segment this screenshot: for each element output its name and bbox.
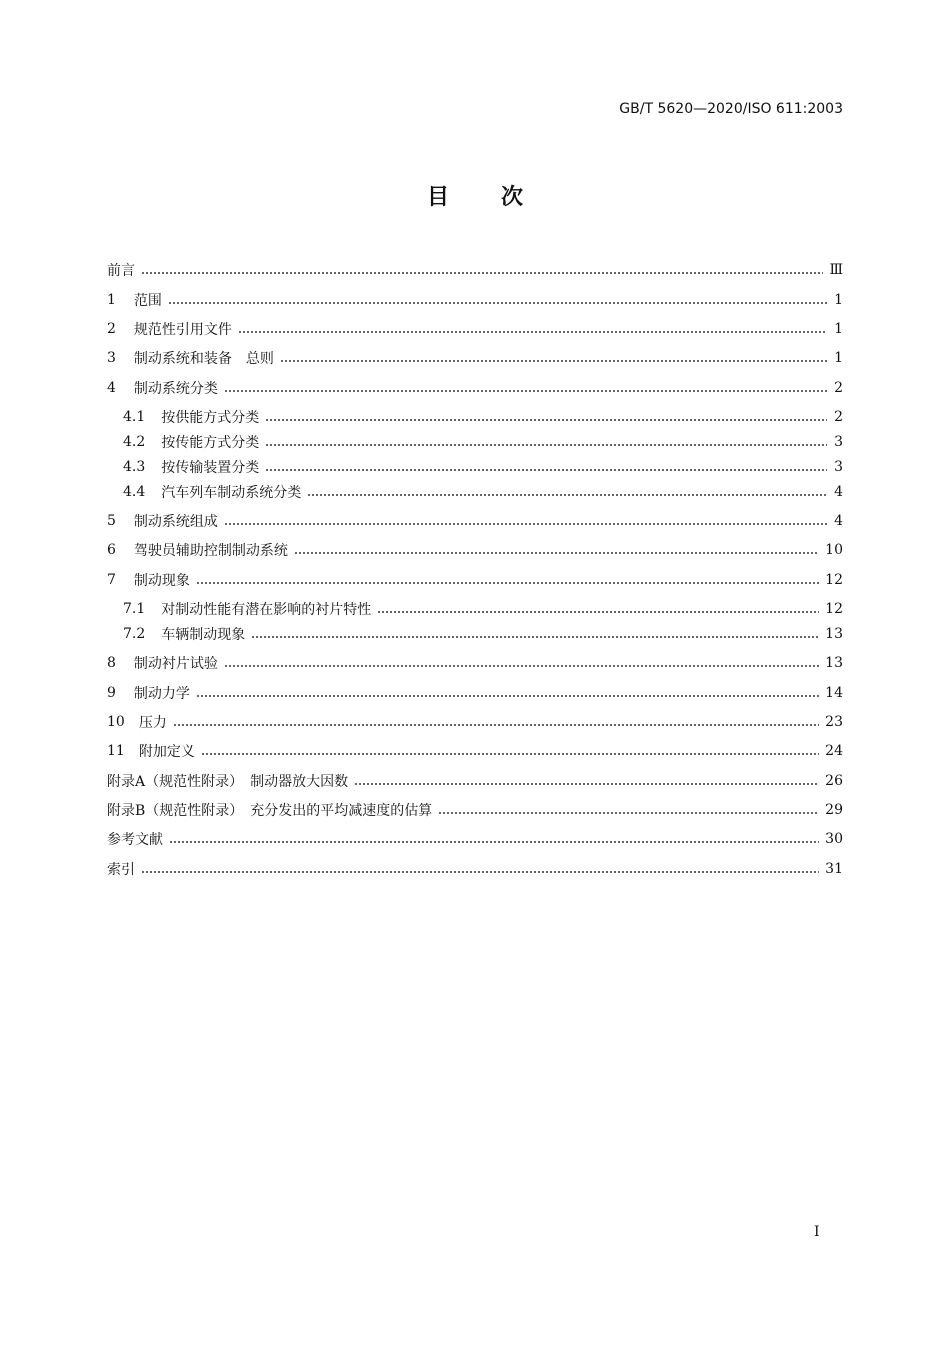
toc-entry-label: 按传输装置分类 [161,460,260,476]
toc-leader-dots [224,509,827,533]
toc-entry-page: 4 [834,513,843,529]
toc-entry-page: 4 [834,484,843,500]
toc-entry-page: 13 [825,626,843,642]
toc-entry[interactable] [107,710,843,734]
toc-entry-page: 26 [825,773,843,789]
toc-leader-dots [141,857,819,881]
toc-entry[interactable] [107,346,843,370]
toc-entry-label: 制动系统和装备 总则 [133,351,274,367]
toc-entry-label: 参考文献 [107,832,163,848]
toc-entry-number: 1 [107,292,116,308]
toc-entry-label: 驾驶员辅助控制制动系统 [133,543,288,559]
toc-entry-label: 制动力学 [133,686,190,702]
title-part-1: 目 [426,185,449,210]
toc-entry-label: 制动系统组成 [133,514,218,530]
toc-entry-number: 10 [107,714,125,730]
toc-entry-number: 4.2 [123,434,146,450]
toc-leader-dots [280,346,827,370]
toc-entry-page: 14 [825,685,843,701]
toc-leader-dots [438,798,819,822]
toc-entry[interactable] [123,597,843,621]
toc-entry[interactable] [123,622,843,646]
toc-entry[interactable] [107,509,843,533]
toc-entry-page: 30 [825,831,843,847]
toc-entry-page: 13 [825,655,843,671]
toc-entry[interactable] [107,376,843,400]
toc-entry-label: 制动系统分类 [133,381,218,397]
toc-leader-dots [238,317,827,341]
toc-entry-number: 7.2 [123,626,146,642]
toc-leader-dots [173,710,819,734]
toc-entry-label: 按供能方式分类 [161,410,260,426]
toc-entry-page: 1 [834,321,843,337]
toc-entry-page: 31 [825,861,843,877]
toc-entry[interactable] [107,827,843,851]
toc-entry-number: 4.1 [123,409,146,425]
toc-entry[interactable] [107,568,843,592]
toc-entry-page: 23 [825,714,843,730]
toc-entry[interactable] [123,455,843,479]
toc-entry[interactable] [107,258,843,282]
toc-leader-dots [265,430,827,454]
toc-entry-label: 前言 [107,263,135,279]
toc-entry[interactable] [107,317,843,341]
toc-leader-dots [196,681,819,705]
toc-entry-page: Ⅲ [829,262,843,278]
toc-entry-page: 10 [825,542,843,558]
toc-entry-number: 2 [107,321,116,337]
page-title [0,180,950,211]
toc-entry-page: 1 [834,350,843,366]
toc-entry[interactable] [107,681,843,705]
toc-entry-page: 3 [834,434,843,450]
toc-entry-number: 9 [107,685,116,701]
toc-entry-label: 车辆制动现象 [161,627,246,643]
toc-entry-page: 12 [825,572,843,588]
toc-entry-label: 索引 [107,862,135,878]
toc-entry-label: 附加定义 [138,744,195,760]
toc-leader-dots [294,538,819,562]
title-part-2: 次 [501,185,524,210]
toc-entry-label: 附录A（规范性附录） 制动器放大因数 [107,774,349,790]
toc-entry-number: 3 [107,350,116,366]
toc-entry-label: 对制动性能有潜在影响的衬片特性 [161,602,372,618]
toc-entry-page: 3 [834,459,843,475]
toc-entry-page: 2 [834,409,843,425]
toc-leader-dots [307,480,827,504]
toc-entry-page: 29 [825,802,843,818]
toc-leader-dots [251,622,819,646]
toc-entry[interactable] [107,651,843,675]
toc-leader-dots [224,376,827,400]
toc-entry[interactable] [107,769,843,793]
standard-number: GB/T 5620—2020/ISO 611:2003 [619,101,843,117]
toc-entry-label: 制动现象 [133,573,190,589]
toc-leader-dots [168,288,827,312]
toc-entry-number: 11 [107,743,125,759]
toc-entry[interactable] [107,857,843,881]
toc-entry-number: 7.1 [123,601,146,617]
toc-entry-label: 压力 [138,715,167,731]
toc-leader-dots [265,455,827,479]
toc-entry-label: 按传能方式分类 [161,435,260,451]
toc-entry-number: 7 [107,572,116,588]
toc-entry-page: 2 [834,380,843,396]
toc-entry-label: 范围 [133,293,162,309]
toc-entry-number: 4.4 [123,484,146,500]
toc-entry-label: 附录B（规范性附录） 充分发出的平均减速度的估算 [107,803,433,819]
toc-leader-dots [169,827,819,851]
page-number: Ⅰ [814,1224,820,1240]
toc-leader-dots [141,258,823,282]
toc-entry[interactable] [107,538,843,562]
toc-entry-label: 汽车列车制动系统分类 [161,485,302,501]
toc-entry-page: 12 [825,601,843,617]
toc-entry[interactable] [123,430,843,454]
toc-leader-dots [196,568,819,592]
toc-entry-label: 制动衬片试验 [133,656,218,672]
toc-leader-dots [265,405,827,429]
toc-entry-label: 规范性引用文件 [133,322,232,338]
toc-entry[interactable] [107,798,843,822]
toc-entry[interactable] [107,288,843,312]
toc-leader-dots [224,651,819,675]
toc-entry-number: 4 [107,380,116,396]
toc-leader-dots [201,739,819,763]
toc-entry-number: 8 [107,655,116,671]
toc-entry-page: 24 [825,743,843,759]
toc-entry[interactable] [107,739,843,763]
toc-entry-number: 5 [107,513,116,529]
toc-entry-number: 4.3 [123,459,146,475]
toc-entry[interactable] [123,480,843,504]
toc-entry-page: 1 [834,292,843,308]
toc-entry[interactable] [123,405,843,429]
toc-entry-number: 6 [107,542,116,558]
toc-leader-dots [377,597,819,621]
toc-leader-dots [354,769,819,793]
